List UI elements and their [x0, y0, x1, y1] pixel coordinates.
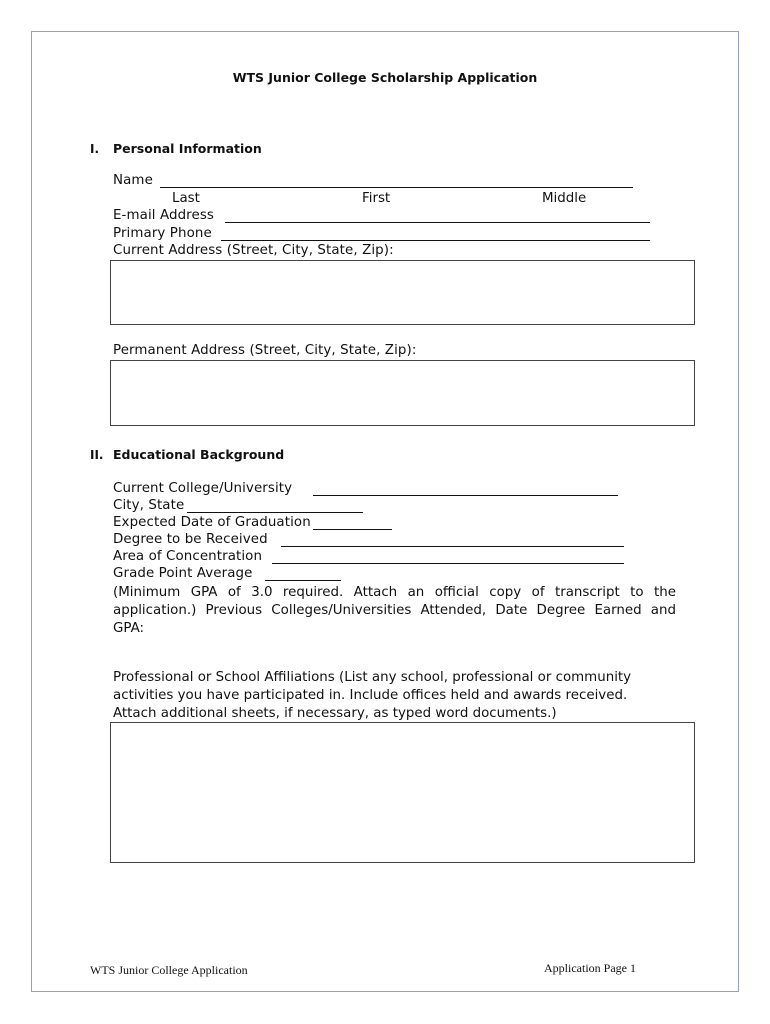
concentration-label: Area of Concentration	[113, 549, 263, 564]
name-middle-label: Middle	[542, 191, 587, 206]
gpa-line[interactable]	[265, 580, 341, 581]
name-last-label: Last	[172, 191, 200, 206]
section-2-number: II.	[90, 448, 104, 462]
section-1-number: I.	[90, 142, 100, 156]
gpa-label: Grade Point Average	[113, 566, 253, 581]
phone-label: Primary Phone	[113, 226, 212, 241]
permanent-address-box[interactable]	[110, 360, 695, 426]
email-label: E-mail Address	[113, 208, 214, 223]
degree-line[interactable]	[281, 546, 624, 547]
section-1-title: Personal Information	[113, 141, 262, 156]
name-line[interactable]	[160, 187, 633, 188]
city-state-line[interactable]	[187, 512, 363, 513]
gpa-note: (Minimum GPA of 3.0 required. Attach an official copy of transcript to the application.) Previous Colleges/Universities Attended, Date Degree Earned and GPA:	[113, 585, 676, 636]
footer-page-number: Application Page 1	[544, 961, 636, 975]
name-label: Name	[113, 173, 153, 188]
concentration-line[interactable]	[272, 563, 624, 564]
current-address-label: Current Address (Street, City, State, Zip):	[113, 243, 394, 258]
permanent-address-label: Permanent Address (Street, City, State, Zip):	[113, 343, 417, 358]
affiliations-box[interactable]	[110, 722, 695, 863]
degree-label: Degree to be Received	[113, 532, 268, 547]
affiliations-line-1: Professional or School Affiliations (List any school, professional or community	[113, 670, 632, 685]
footer-left: WTS Junior College Application	[90, 963, 248, 977]
grad-date-label: Expected Date of Graduation	[113, 515, 311, 530]
phone-line[interactable]	[221, 240, 650, 241]
affiliations-line-3: Attach additional sheets, if necessary, as typed word documents.)	[113, 706, 557, 721]
grad-date-line[interactable]	[313, 529, 392, 530]
city-state-label: City, State	[113, 498, 185, 513]
affiliations-line-2: activities you have participated in. Include offices held and awards received.	[113, 688, 628, 703]
name-first-label: First	[362, 191, 391, 206]
college-line[interactable]	[313, 495, 618, 496]
college-label: Current College/University	[113, 481, 293, 496]
document-title: WTS Junior College Scholarship Application	[232, 70, 538, 85]
current-address-box[interactable]	[110, 260, 695, 325]
email-line[interactable]	[225, 222, 650, 223]
section-2-title: Educational Background	[113, 447, 285, 462]
